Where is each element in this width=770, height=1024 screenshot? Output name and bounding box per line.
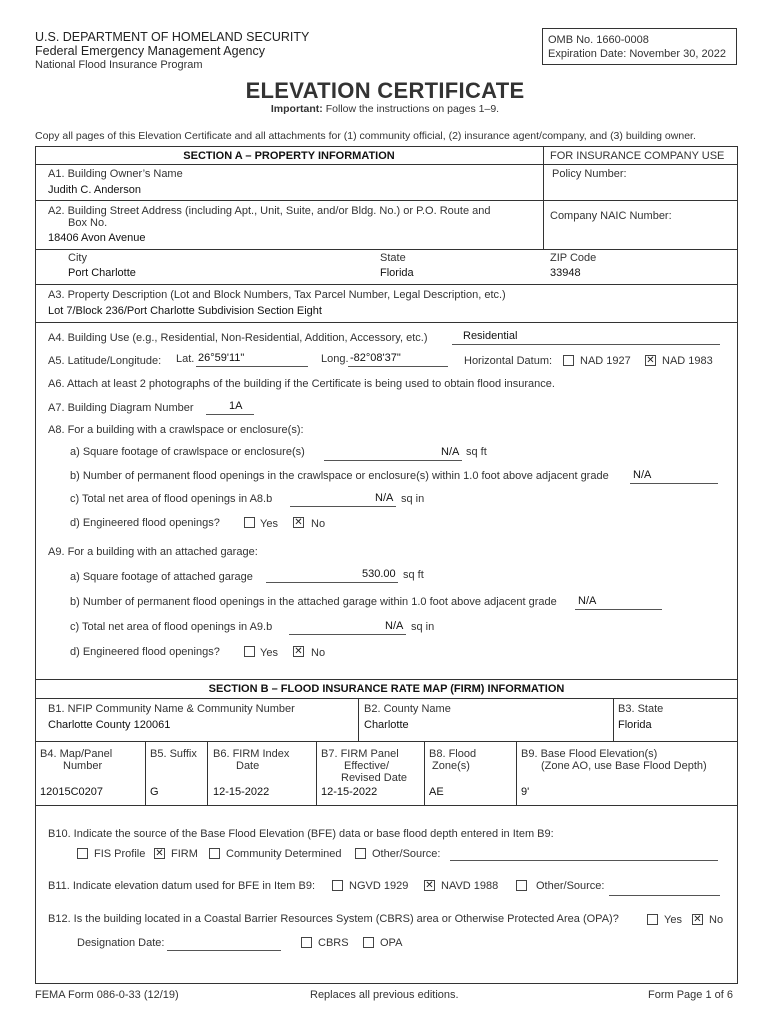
a9c-value[interactable]: N/A	[385, 620, 404, 632]
b5-suffix[interactable]: G	[150, 786, 159, 798]
ngvd1929-checkbox[interactable]	[332, 880, 343, 891]
b11-label: B11. Indicate elevation datum used for BFE in Item B9:	[48, 880, 315, 892]
firm-label: FIRM	[171, 848, 198, 860]
important-label: Important:	[270, 103, 323, 115]
b11-other-checkbox[interactable]	[516, 880, 527, 891]
b5-label: B5. Suffix	[150, 748, 197, 760]
b6-firm-index-date[interactable]: 12-15-2022	[213, 786, 270, 798]
a8a-unit: sq ft	[466, 446, 487, 458]
form-number: FEMA Form 086-0-33 (12/19)	[35, 989, 179, 1001]
b3-state[interactable]: Florida	[618, 719, 652, 731]
other-source-label: Other/Source:	[372, 848, 441, 860]
a8c-label: c) Total net area of flood openings in A8.b	[70, 493, 273, 505]
a8a-value[interactable]: N/A	[441, 446, 460, 458]
omb-box	[542, 28, 737, 65]
a3-property-description[interactable]: Lot 7/Block 236/Port Charlotte Subdivision Section Eight	[48, 305, 322, 317]
b3-label: B3. State	[618, 703, 664, 715]
a9b-label: b) Number of permanent flood openings in the attached garage within 1.0 foot above adjacent grade	[70, 596, 557, 608]
a9a-label: a) Square footage of attached garage	[70, 571, 253, 583]
b12-no-checkbox[interactable]: ✕	[693, 914, 702, 925]
a5-label: A5. Latitude/Longitude:	[48, 355, 162, 367]
a1-owner-name[interactable]: Judith C. Anderson	[48, 184, 141, 196]
a8d-yes-label: Yes	[260, 518, 278, 530]
b1-label: B1. NFIP Community Name & Community Number	[48, 703, 295, 715]
a8b-value[interactable]: N/A	[633, 469, 652, 481]
b4-label: B4. Map/Panel	[40, 748, 113, 760]
a2-label-cont: Box No.	[68, 217, 108, 229]
a8d-label: d) Engineered flood openings?	[70, 517, 220, 529]
state-label: State	[380, 252, 406, 264]
designation-date-label: Designation Date:	[77, 937, 165, 949]
a8c-value[interactable]: N/A	[375, 492, 394, 504]
zip-value[interactable]: 33948	[550, 267, 581, 279]
a2-label: A2. Building Street Address (including Apt., Unit, Suite, and/or Bldg. No.) or P.O. Route and	[48, 205, 491, 217]
navd1988-checkbox[interactable]: ✕	[425, 880, 434, 891]
b1-community[interactable]: Charlotte County 120061	[48, 719, 171, 731]
a2-street-address[interactable]: 18406 Avon Avenue	[48, 232, 146, 244]
a3-label: A3. Property Description (Lot and Block Numbers, Tax Parcel Number, Legal Description, etc.)	[48, 289, 506, 301]
a9d-yes-checkbox[interactable]	[244, 646, 255, 657]
a9d-no-checkbox[interactable]: ✕	[294, 646, 303, 657]
firm-checkbox[interactable]: ✕	[155, 848, 164, 859]
b7-label-cont2: Revised Date	[341, 772, 408, 784]
latitude-value[interactable]: 26°59'11"	[198, 352, 245, 364]
naic-label: Company NAIC Number:	[550, 210, 672, 222]
community-determined-label: Community Determined	[226, 848, 342, 860]
opa-checkbox[interactable]	[363, 937, 374, 948]
a7-label: A7. Building Diagram Number	[48, 402, 194, 414]
nad1983-label: NAD 1983	[662, 355, 713, 367]
copy-note: Copy all pages of this Elevation Certificate and all attachments for (1) community official, (2) insurance agent/company, and (3) building owner.	[35, 130, 696, 142]
city-value[interactable]: Port Charlotte	[68, 267, 136, 279]
a4-building-use[interactable]: Residential	[463, 330, 518, 342]
b7-label: B7. FIRM Panel	[321, 748, 399, 760]
program-name: National Flood Insurance Program	[35, 59, 203, 71]
b12-no-label: No	[709, 914, 724, 926]
a8d-yes-checkbox[interactable]	[244, 517, 255, 528]
section-b-title: SECTION B – FLOOD INSURANCE RATE MAP (FIRM) INFORMATION	[208, 683, 565, 695]
fis-profile-label: FIS Profile	[94, 848, 146, 860]
a9d-yes-label: Yes	[260, 647, 278, 659]
cbrs-checkbox[interactable]	[301, 937, 312, 948]
b2-county[interactable]: Charlotte	[364, 719, 409, 731]
a9c-label: c) Total net area of flood openings in A9.b	[70, 621, 273, 633]
b6-label: B6. FIRM Index	[213, 748, 290, 760]
community-determined-checkbox[interactable]	[209, 848, 220, 859]
b11-other-label: Other/Source:	[536, 880, 605, 892]
navd1988-label: NAVD 1988	[441, 880, 499, 892]
b4-map-panel[interactable]: 12015C0207	[40, 786, 104, 798]
datum-label: Horizontal Datum:	[464, 355, 553, 367]
lat-label: Lat.	[176, 353, 195, 365]
long-label: Long.	[321, 353, 349, 365]
a8d-no-label: No	[311, 518, 326, 530]
city-label: City	[68, 252, 87, 264]
policy-number-label: Policy Number:	[552, 168, 627, 180]
section-a-title: SECTION A – PROPERTY INFORMATION	[183, 150, 395, 162]
ngvd1929-label: NGVD 1929	[349, 880, 409, 892]
insurance-use-label: FOR INSURANCE COMPANY USE	[550, 150, 725, 162]
a8d-no-checkbox[interactable]: ✕	[294, 517, 303, 528]
b9-label-cont: (Zone AO, use Base Flood Depth)	[541, 760, 707, 772]
longitude-value[interactable]: -82°08'37"	[350, 352, 401, 364]
a9a-value[interactable]: 530.00	[362, 568, 396, 580]
a9d-no-label: No	[311, 647, 326, 659]
a4-label: A4. Building Use (e.g., Residential, Non-Residential, Addition, Accessory, etc.)	[48, 332, 428, 344]
a1-label: A1. Building Owner’s Name	[48, 168, 183, 180]
zip-label: ZIP Code	[550, 252, 597, 264]
b2-label: B2. County Name	[364, 703, 451, 715]
fis-profile-checkbox[interactable]	[77, 848, 88, 859]
expiration-date: Expiration Date: November 30, 2022	[548, 48, 726, 60]
other-source-checkbox[interactable]	[355, 848, 366, 859]
cbrs-label: CBRS	[318, 937, 349, 949]
nad1983-checkbox[interactable]: ✕	[646, 355, 655, 366]
b10-label: B10. Indicate the source of the Base Flood Elevation (BFE) data or base flood depth entered in Item B9:	[48, 828, 554, 840]
a9-label: A9. For a building with an attached garage:	[48, 546, 258, 558]
replaces-note: Replaces all previous editions.	[310, 989, 459, 1001]
page-title: ELEVATION CERTIFICATE	[245, 78, 525, 103]
b7-label-cont: Effective/	[344, 760, 390, 772]
b12-yes-checkbox[interactable]	[647, 914, 658, 925]
important-note	[0, 103, 770, 115]
page-number: Form Page 1 of 6	[648, 989, 733, 1001]
dept-name: U.S. DEPARTMENT OF HOMELAND SECURITY	[35, 30, 310, 44]
b12-label: B12. Is the building located in a Coastal Barrier Resources System (CBRS) area or Otherwise Protected Area (OPA)?	[48, 913, 619, 925]
b9-label: B9. Base Flood Elevation(s)	[521, 748, 658, 760]
a9d-label: d) Engineered flood openings?	[70, 646, 220, 658]
nad1927-checkbox[interactable]	[563, 355, 574, 366]
important-text: Follow the instructions on pages 1–9.	[322, 103, 500, 115]
omb-number: OMB No. 1660-0008	[548, 34, 649, 46]
b9-base-flood-elevation[interactable]: 9'	[521, 786, 530, 798]
a8b-label: b) Number of permanent flood openings in the crawlspace or enclosure(s) within 1.0 foot above adjacent grade	[70, 470, 609, 482]
b6-label-cont: Date	[236, 760, 260, 772]
b8-label-cont: Zone(s)	[432, 760, 470, 772]
nad1927-label: NAD 1927	[580, 355, 631, 367]
b8-flood-zone[interactable]: AE	[429, 786, 444, 798]
opa-label: OPA	[380, 937, 403, 949]
a8a-label: a) Square footage of crawlspace or enclosure(s)	[70, 446, 305, 458]
b12-yes-text: Yes	[664, 914, 682, 926]
a7-diagram-number[interactable]: 1A	[229, 400, 243, 412]
b4-label-cont: Number	[63, 760, 103, 772]
a8c-unit: sq in	[401, 493, 425, 505]
a8-label: A8. For a building with a crawlspace or enclosure(s):	[48, 424, 304, 436]
a6-label: A6. Attach at least 2 photographs of the building if the Certificate is being used to obtain flood insurance.	[48, 378, 555, 390]
b8-label: B8. Flood	[429, 748, 477, 760]
a9c-unit: sq in	[411, 621, 435, 633]
b7-firm-panel-date[interactable]: 12-15-2022	[321, 786, 378, 798]
state-value[interactable]: Florida	[380, 267, 414, 279]
a9b-value[interactable]: N/A	[578, 595, 597, 607]
a9a-unit: sq ft	[403, 569, 424, 581]
agency-name: Federal Emergency Management Agency	[35, 44, 265, 58]
